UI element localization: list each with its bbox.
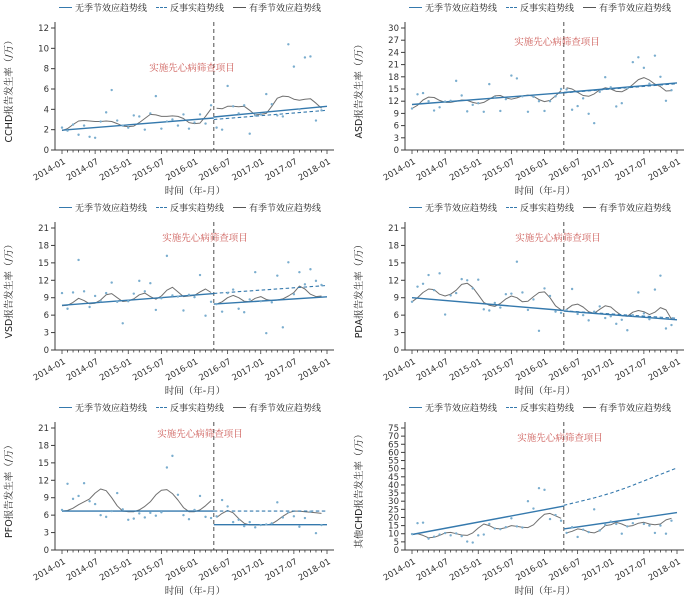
svg-text:18: 18 bbox=[388, 72, 399, 83]
x-axis-title: 时间（年-月） bbox=[514, 586, 576, 597]
solid-blue-line-icon bbox=[59, 407, 72, 408]
svg-text:2016-07: 2016-07 bbox=[547, 556, 584, 584]
svg-text:15: 15 bbox=[38, 258, 49, 269]
svg-text:2015-01: 2015-01 bbox=[447, 156, 484, 184]
y-axis-title: CCHD报告发生率（/万） bbox=[4, 35, 15, 143]
svg-text:2017-01: 2017-01 bbox=[580, 156, 617, 184]
svg-text:18: 18 bbox=[38, 441, 49, 452]
svg-text:70: 70 bbox=[388, 432, 399, 443]
svg-text:2017-01: 2017-01 bbox=[230, 156, 267, 184]
solid-gray-line-icon bbox=[583, 407, 596, 408]
svg-text:55: 55 bbox=[388, 456, 399, 467]
svg-text:2016-01: 2016-01 bbox=[514, 156, 550, 184]
svg-text:2018-01: 2018-01 bbox=[646, 556, 683, 584]
svg-text:2014-07: 2014-07 bbox=[64, 556, 101, 584]
svg-text:2: 2 bbox=[43, 125, 49, 136]
chart-legend bbox=[0, 200, 350, 214]
svg-text:6: 6 bbox=[43, 311, 49, 322]
svg-text:21: 21 bbox=[38, 424, 49, 434]
legend-item-no-seasonal bbox=[59, 201, 147, 214]
svg-text:2018-01: 2018-01 bbox=[646, 356, 683, 384]
svg-text:9: 9 bbox=[43, 493, 49, 504]
svg-text:2016-01: 2016-01 bbox=[514, 356, 550, 384]
legend-label: 反事实趋势线 bbox=[169, 203, 224, 214]
svg-text:5: 5 bbox=[393, 537, 399, 548]
plot-area-cchd bbox=[0, 14, 350, 186]
svg-text:27: 27 bbox=[388, 36, 399, 47]
svg-text:2015-07: 2015-07 bbox=[131, 356, 167, 384]
legend-label: 反事实趋势线 bbox=[169, 403, 224, 414]
legend-item-seasonal bbox=[583, 1, 671, 14]
legend-item-no-seasonal bbox=[409, 201, 497, 214]
chart-panel-asd bbox=[350, 0, 700, 200]
dashed-blue-line-icon bbox=[156, 407, 167, 408]
svg-text:2014-01: 2014-01 bbox=[381, 156, 418, 184]
svg-text:2015-01: 2015-01 bbox=[447, 356, 484, 384]
x-axis-title: 时间（年-月） bbox=[164, 186, 226, 197]
svg-text:12: 12 bbox=[388, 276, 399, 287]
legend-label: 有季节效应趋势线 bbox=[599, 203, 672, 214]
chart-panel-cchd bbox=[0, 0, 350, 200]
legend-item-seasonal bbox=[233, 401, 321, 414]
legend-item-seasonal bbox=[583, 401, 671, 414]
svg-text:2014-01: 2014-01 bbox=[31, 356, 68, 384]
svg-text:2017-01: 2017-01 bbox=[230, 556, 267, 584]
chart-panel-vsd bbox=[0, 200, 350, 400]
svg-text:0: 0 bbox=[43, 146, 49, 156]
legend-item-no-seasonal bbox=[59, 1, 147, 14]
svg-text:2014-01: 2014-01 bbox=[31, 156, 68, 184]
legend-label: 无季节效应趋势线 bbox=[74, 203, 147, 214]
svg-text:2017-01: 2017-01 bbox=[230, 356, 267, 384]
svg-text:2016-01: 2016-01 bbox=[164, 356, 200, 384]
solid-blue-line-icon bbox=[409, 7, 422, 8]
y-axis-title: 其他CHD报告发生率（/万） bbox=[354, 429, 365, 549]
svg-text:40: 40 bbox=[388, 480, 399, 491]
svg-text:6: 6 bbox=[43, 511, 49, 522]
svg-text:12: 12 bbox=[38, 24, 49, 34]
svg-text:2015-07: 2015-07 bbox=[131, 556, 167, 584]
solid-blue-line-icon bbox=[59, 7, 72, 8]
svg-text:3: 3 bbox=[43, 328, 49, 339]
legend-label: 有季节效应趋势线 bbox=[249, 403, 322, 414]
svg-text:45: 45 bbox=[388, 472, 399, 483]
plot-wrap bbox=[0, 14, 350, 200]
svg-text:0: 0 bbox=[393, 146, 399, 156]
intervention-annotation: 实施先心病筛查项目 bbox=[517, 433, 603, 444]
y-axis-title: VSD报告发生率（/万） bbox=[4, 239, 15, 339]
dashed-blue-line-icon bbox=[506, 7, 517, 8]
intervention-annotation: 实施先心病筛查项目 bbox=[514, 37, 600, 48]
svg-text:2018-01: 2018-01 bbox=[296, 556, 333, 584]
dashed-blue-line-icon bbox=[506, 407, 517, 408]
dashed-blue-line-icon bbox=[156, 207, 167, 208]
svg-text:15: 15 bbox=[388, 85, 399, 95]
legend-item-no-seasonal bbox=[59, 401, 147, 414]
svg-text:2016-07: 2016-07 bbox=[197, 156, 234, 184]
legend-item-seasonal bbox=[583, 201, 671, 214]
svg-text:20: 20 bbox=[388, 513, 399, 524]
svg-text:2017-07: 2017-07 bbox=[263, 556, 300, 584]
svg-text:18: 18 bbox=[388, 241, 399, 252]
legend-item-counterfactual bbox=[156, 401, 224, 414]
legend-item-counterfactual bbox=[156, 1, 224, 14]
legend-label: 无季节效应趋势线 bbox=[424, 403, 497, 414]
svg-text:9: 9 bbox=[393, 293, 399, 304]
svg-text:2014-01: 2014-01 bbox=[31, 556, 68, 584]
svg-text:12: 12 bbox=[388, 97, 399, 108]
svg-text:10: 10 bbox=[388, 529, 399, 540]
svg-text:2015-01: 2015-01 bbox=[97, 356, 134, 384]
plot-wrap bbox=[350, 414, 700, 599]
legend-item-no-seasonal bbox=[409, 1, 497, 14]
svg-text:0: 0 bbox=[393, 546, 399, 556]
svg-text:6: 6 bbox=[43, 85, 49, 95]
y-axis-title: ASD报告发生率（/万） bbox=[354, 39, 365, 139]
dashed-blue-line-icon bbox=[506, 207, 517, 208]
y-axis-title: PDA报告发生率（/万） bbox=[354, 239, 365, 339]
svg-text:2015-07: 2015-07 bbox=[481, 156, 517, 184]
solid-blue-line-icon bbox=[409, 407, 422, 408]
svg-text:2016-07: 2016-07 bbox=[547, 156, 584, 184]
x-axis-title: 时间（年-月） bbox=[514, 186, 576, 197]
svg-text:6: 6 bbox=[393, 311, 399, 322]
legend-label: 有季节效应趋势线 bbox=[249, 3, 322, 14]
legend-label: 无季节效应趋势线 bbox=[74, 403, 147, 414]
legend-label: 反事实趋势线 bbox=[519, 403, 574, 414]
legend-item-seasonal bbox=[233, 1, 321, 14]
y-axis-title: PFO报告发生率（/万） bbox=[4, 440, 15, 538]
svg-text:2014-07: 2014-07 bbox=[64, 356, 101, 384]
svg-text:2016-01: 2016-01 bbox=[514, 556, 550, 584]
svg-text:2016-07: 2016-07 bbox=[197, 556, 234, 584]
svg-text:2014-01: 2014-01 bbox=[381, 556, 418, 584]
svg-text:0: 0 bbox=[43, 346, 49, 356]
svg-text:75: 75 bbox=[388, 424, 399, 434]
svg-text:30: 30 bbox=[388, 497, 399, 508]
solid-gray-line-icon bbox=[233, 7, 246, 8]
legend-label: 无季节效应趋势线 bbox=[424, 203, 497, 214]
svg-text:50: 50 bbox=[388, 464, 399, 475]
chart-panel-pfo bbox=[0, 400, 350, 599]
svg-text:12: 12 bbox=[38, 476, 49, 487]
svg-text:9: 9 bbox=[43, 293, 49, 304]
svg-text:2015-01: 2015-01 bbox=[447, 556, 484, 584]
solid-blue-line-icon bbox=[409, 207, 422, 208]
svg-text:15: 15 bbox=[388, 258, 399, 269]
legend-label: 反事实趋势线 bbox=[519, 3, 574, 14]
svg-text:2014-07: 2014-07 bbox=[64, 156, 101, 184]
svg-text:0: 0 bbox=[393, 346, 399, 356]
legend-label: 有季节效应趋势线 bbox=[599, 403, 672, 414]
svg-text:2017-07: 2017-07 bbox=[613, 356, 650, 384]
svg-text:2017-01: 2017-01 bbox=[580, 356, 617, 384]
svg-text:65: 65 bbox=[388, 440, 399, 451]
intervention-annotation: 实施先心病筛查项目 bbox=[515, 233, 601, 244]
svg-text:2015-07: 2015-07 bbox=[481, 356, 517, 384]
chart-panel-other-chd bbox=[350, 400, 700, 599]
solid-gray-line-icon bbox=[583, 7, 596, 8]
svg-text:2014-07: 2014-07 bbox=[414, 556, 451, 584]
solid-gray-line-icon bbox=[233, 207, 246, 208]
svg-text:6: 6 bbox=[393, 121, 399, 132]
legend-item-no-seasonal bbox=[409, 401, 497, 414]
svg-text:2018-01: 2018-01 bbox=[646, 156, 683, 184]
svg-text:2016-07: 2016-07 bbox=[197, 356, 234, 384]
svg-text:2014-01: 2014-01 bbox=[381, 356, 418, 384]
svg-text:60: 60 bbox=[388, 448, 399, 459]
chart-legend bbox=[0, 400, 350, 414]
svg-text:3: 3 bbox=[43, 528, 49, 539]
legend-item-counterfactual bbox=[506, 1, 574, 14]
svg-text:21: 21 bbox=[388, 224, 399, 234]
svg-text:25: 25 bbox=[388, 505, 399, 516]
intervention-annotation: 实施先心病筛查项目 bbox=[162, 233, 248, 244]
svg-text:30: 30 bbox=[388, 24, 399, 34]
plot-wrap bbox=[350, 14, 700, 200]
chart-panel-pda bbox=[350, 200, 700, 400]
svg-text:2014-07: 2014-07 bbox=[414, 156, 451, 184]
legend-label: 无季节效应趋势线 bbox=[424, 3, 497, 14]
svg-text:2017-01: 2017-01 bbox=[580, 556, 617, 584]
svg-text:21: 21 bbox=[38, 224, 49, 234]
x-axis-title: 时间（年-月） bbox=[164, 386, 226, 397]
solid-gray-line-icon bbox=[583, 207, 596, 208]
svg-text:0: 0 bbox=[43, 546, 49, 556]
legend-item-counterfactual bbox=[506, 401, 574, 414]
svg-text:2015-07: 2015-07 bbox=[481, 556, 517, 584]
svg-text:2016-01: 2016-01 bbox=[164, 156, 200, 184]
svg-text:3: 3 bbox=[393, 328, 399, 339]
solid-gray-line-icon bbox=[233, 407, 246, 408]
svg-text:2015-01: 2015-01 bbox=[97, 156, 134, 184]
legend-label: 反事实趋势线 bbox=[169, 3, 224, 14]
svg-text:35: 35 bbox=[388, 489, 399, 500]
intervention-annotation: 实施先心病筛查项目 bbox=[157, 429, 243, 440]
legend-item-counterfactual bbox=[506, 201, 574, 214]
svg-text:2017-07: 2017-07 bbox=[263, 156, 300, 184]
svg-text:4: 4 bbox=[43, 105, 49, 116]
legend-item-seasonal bbox=[233, 201, 321, 214]
svg-text:3: 3 bbox=[393, 133, 399, 144]
svg-text:24: 24 bbox=[388, 48, 399, 59]
chart-legend bbox=[350, 0, 700, 14]
dashed-blue-line-icon bbox=[156, 7, 167, 8]
chart-legend bbox=[350, 400, 700, 414]
legend-label: 有季节效应趋势线 bbox=[599, 3, 672, 14]
svg-text:9: 9 bbox=[393, 109, 399, 120]
svg-text:2017-07: 2017-07 bbox=[613, 156, 650, 184]
svg-text:12: 12 bbox=[38, 276, 49, 287]
svg-text:2016-01: 2016-01 bbox=[164, 556, 200, 584]
svg-text:18: 18 bbox=[38, 241, 49, 252]
svg-text:2016-07: 2016-07 bbox=[547, 356, 584, 384]
x-axis-title: 时间（年-月） bbox=[514, 386, 576, 397]
svg-text:15: 15 bbox=[388, 521, 399, 532]
solid-blue-line-icon bbox=[59, 207, 72, 208]
svg-text:2015-07: 2015-07 bbox=[131, 156, 167, 184]
svg-text:2015-01: 2015-01 bbox=[97, 556, 134, 584]
intervention-annotation: 实施先心病筛查项目 bbox=[149, 63, 235, 74]
svg-text:2018-01: 2018-01 bbox=[296, 156, 333, 184]
legend-label: 无季节效应趋势线 bbox=[74, 3, 147, 14]
svg-text:21: 21 bbox=[388, 60, 399, 71]
plot-wrap bbox=[350, 214, 700, 400]
svg-text:10: 10 bbox=[38, 44, 49, 55]
legend-item-counterfactual bbox=[156, 201, 224, 214]
svg-text:2017-07: 2017-07 bbox=[263, 356, 300, 384]
plot-wrap bbox=[0, 414, 350, 599]
svg-text:8: 8 bbox=[43, 64, 49, 75]
svg-text:15: 15 bbox=[38, 458, 49, 469]
plot-wrap bbox=[0, 214, 350, 400]
svg-text:2014-07: 2014-07 bbox=[414, 356, 451, 384]
legend-label: 反事实趋势线 bbox=[519, 203, 574, 214]
x-axis-title: 时间（年-月） bbox=[164, 586, 226, 597]
legend-label: 有季节效应趋势线 bbox=[249, 203, 322, 214]
chart-legend bbox=[0, 0, 350, 14]
svg-text:2017-07: 2017-07 bbox=[613, 556, 650, 584]
chart-legend bbox=[350, 200, 700, 214]
svg-text:2018-01: 2018-01 bbox=[296, 356, 333, 384]
